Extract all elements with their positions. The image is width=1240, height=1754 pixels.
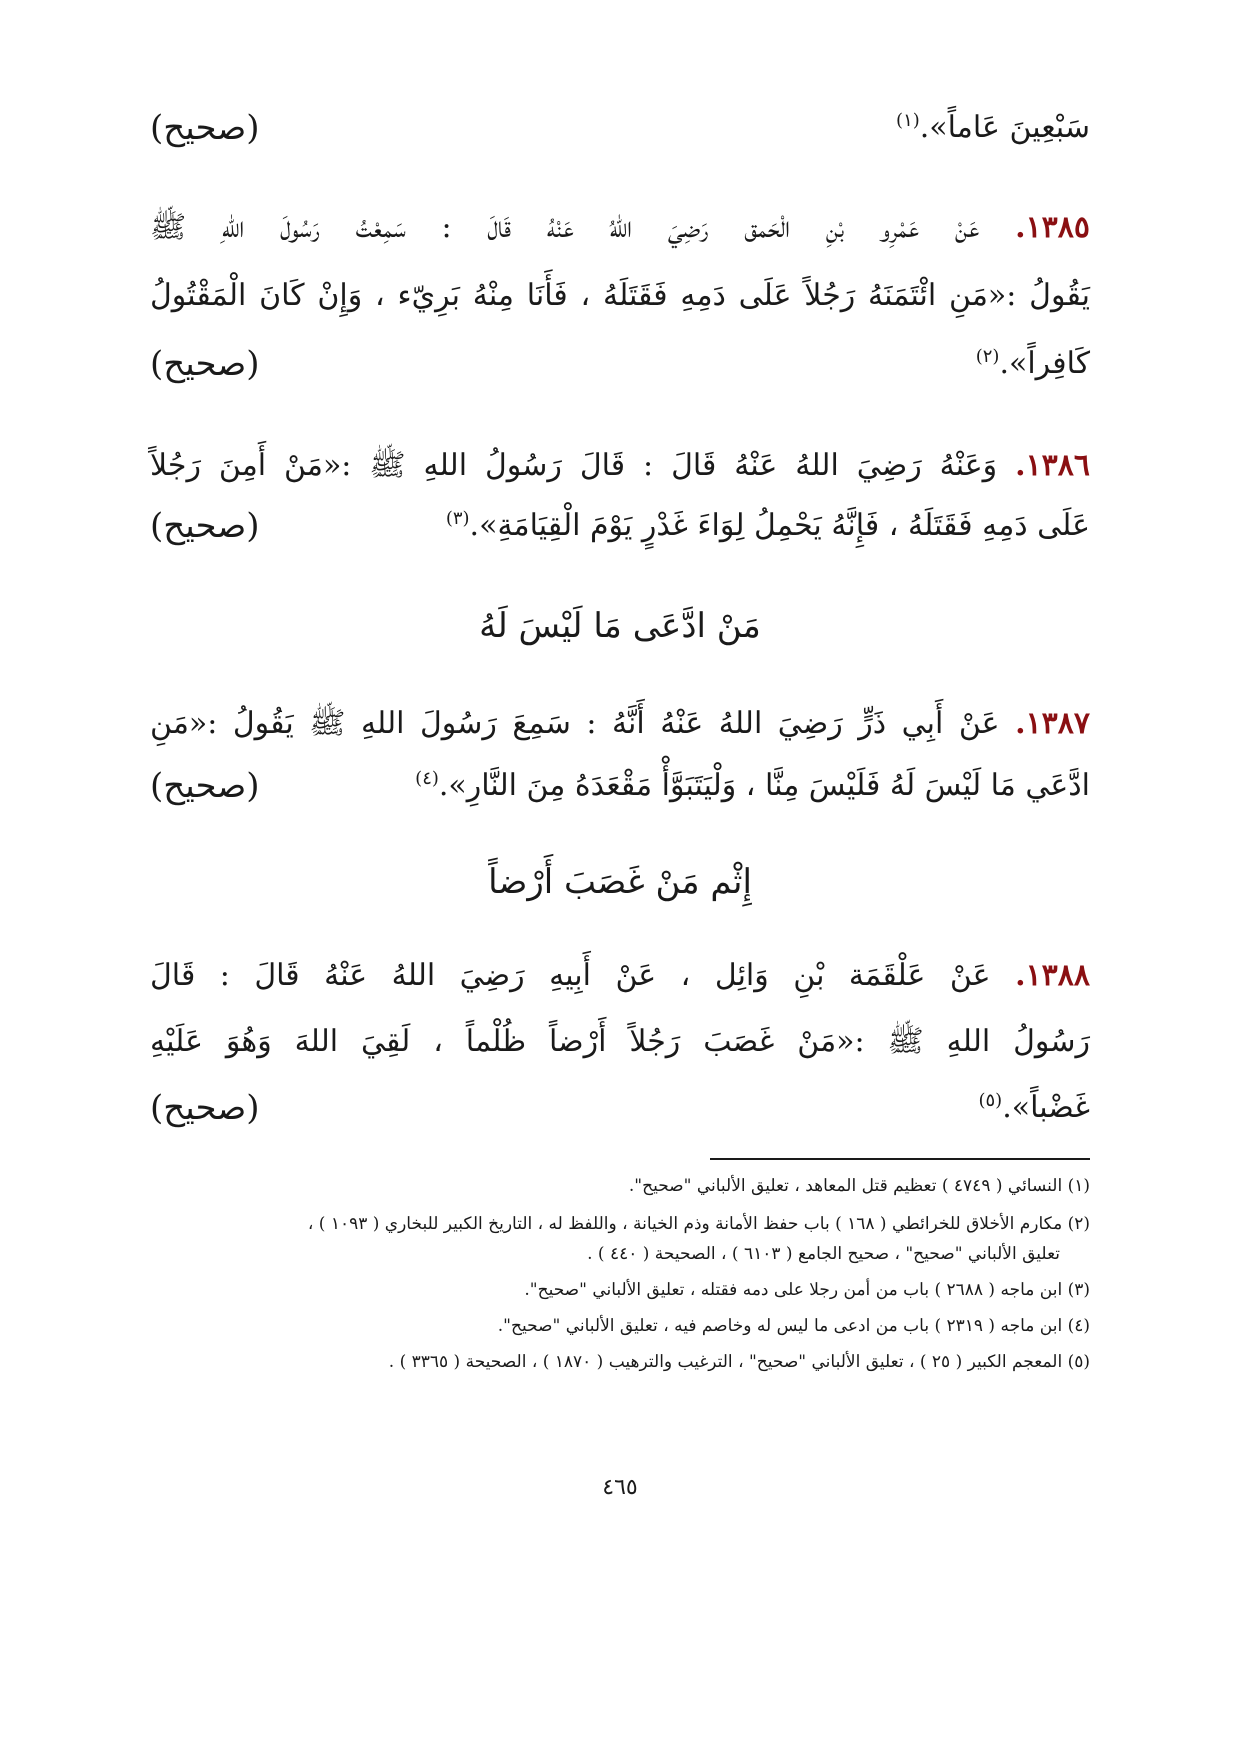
- section-heading-land-seizure: إِثْم مَنْ غَصَبَ أَرْضاً: [488, 862, 752, 902]
- hadith-continuation: [150, 108, 1090, 148]
- footnote-ref-3: (٣): [445, 508, 470, 529]
- hadith-1387-line-2: ادَّعَي مَا لَيْسَ لَهُ فَلَيْسَ مِنَّا ، وَلْيَتَبَوَّأْ مَقْعَدَهُ مِنَ النَّارِ».$^{(٤)}$: [415, 768, 1090, 803]
- footnote-ref-2: (٢): [975, 346, 1000, 367]
- hadith-1388-line-2: رَسُولُ اللهِ ﷺ :«مَنْ غَصَبَ رَجُلاً أَرْضاً ظُلْماً ، لَقِيَ اللهَ وَهُوَ عَلَيْهِ: [150, 1024, 1090, 1059]
- hadith-1385-line-3: كَافِراً».$^{(٢)}$: [975, 346, 1090, 381]
- hadith-1385-line-1: ١٣٨٥. عَنْ عَمْرِو بْنِ الْحَمق رَضِيَ اللهُ عَنْهُ قَالَ : سَمِعْتُ رَسُولَ اللهِ ﷺ: [150, 210, 1090, 245]
- footnote-separator: [710, 1158, 1090, 1160]
- grade-badge-2: (صحيح): [150, 344, 260, 384]
- footnote-2-line-2: تعليق الألباني "صحيح" ، صحيح الجامع ( ٦١٠٣ ) ، الصحيحة ( ٤٤٠ ) .: [587, 1244, 1060, 1264]
- hadith-1385-line-2: يَقُولُ :«مَنِ ائْتَمَنَهُ رَجُلاً عَلَى دَمِهِ فَقَتَلَهُ ، فَأَنَا مِنْهُ بَرِيّء ، وَإِنْ كَانَ الْمَقْتُولُ: [150, 278, 1090, 313]
- hadith-1386-line-1: ١٣٨٦. وَعَنْهُ رَضِيَ اللهُ عَنْهُ قَالَ : قَالَ رَسُولُ اللهِ ﷺ :«مَنْ أَمِنَ رَجُلاً: [150, 448, 1090, 483]
- grade-badge-4: (صحيح): [150, 766, 260, 806]
- footnote-ref-1: (١): [896, 110, 920, 131]
- footnote-1: (١) النسائي ( ٤٧٤٩ ) تعظيم قتل المعاهد ، تعليق الألباني "صحيح".: [628, 1176, 1090, 1196]
- hadith-number-1388: ١٣٨٨.: [1015, 958, 1090, 993]
- footnote-ref-5: (٥): [978, 1090, 1003, 1111]
- grade-badge-5: (صحيح): [150, 1088, 260, 1128]
- hadith-number-1385: ١٣٨٥.: [1015, 210, 1090, 245]
- hadith-1388-line-3: غَضْباً».$^{(٥)}$: [978, 1090, 1090, 1125]
- footnote-4: (٤) ابن ماجه ( ٢٣١٩ ) باب من ادعى ما ليس له وخاصم فيه ، تعليق الألباني "صحيح".: [497, 1316, 1090, 1336]
- footnote-3: (٣) ابن ماجه ( ٢٦٨٨ ) باب من أمن رجلا على دمه فقتله ، تعليق الألباني "صحيح".: [524, 1280, 1090, 1300]
- footnote-5: (٥) المعجم الكبير ( ٢٥ ) ، تعليق الألباني "صحيح" ، الترغيب والترهيب ( ١٨٧٠ ) ، الصحيحة ( ٣٣٦٥ ) .: [388, 1352, 1090, 1372]
- section-heading-false-claim: مَنْ ادَّعَى مَا لَيْسَ لَهُ: [479, 606, 761, 646]
- hadith-1386-line-2: عَلَى دَمِهِ فَقَتَلَهُ ، فَإِنَّهُ يَحْمِلُ لِوَاءَ غَدْرٍ يَوْمَ الْقِيَامَةِ».$^{(٣)}$: [445, 508, 1090, 543]
- page-number: ٤٦٥: [602, 1475, 638, 1500]
- grade-badge-3: (صحيح): [150, 506, 260, 546]
- grade-badge-1: (صحيح): [150, 108, 260, 148]
- hadith-1387-line-1: ١٣٨٧. عَنْ أَبِي ذَرٍّ رَضِيَ اللهُ عَنْهُ أَنَّهُ : سَمِعَ رَسُولَ اللهِ ﷺ يَقُولُ :«مَنِ: [150, 706, 1090, 741]
- hadith-number-1387: ١٣٨٧.: [1015, 706, 1090, 741]
- continuation-text: سَبْعِينَ عَاماً».: [919, 110, 1090, 145]
- footnote-2-line-1: (٢) مكارم الأخلاق للخرائطي ( ١٦٨ ) باب حفظ الأمانة وذم الخيانة ، واللفظ له ، التاريخ الكبير للبخاري ( ١٠٩٣ ) ،: [307, 1214, 1090, 1234]
- hadith-1388-line-1: ١٣٨٨. عَنْ عَلْقَمَة بْنِ وَائِل ، عَنْ أَبِيهِ رَضِيَ اللهُ عَنْهُ قَالَ : قَالَ: [150, 958, 1090, 993]
- hadith-number-1386: ١٣٨٦.: [1015, 448, 1090, 483]
- footnote-ref-4: (٤): [415, 768, 439, 789]
